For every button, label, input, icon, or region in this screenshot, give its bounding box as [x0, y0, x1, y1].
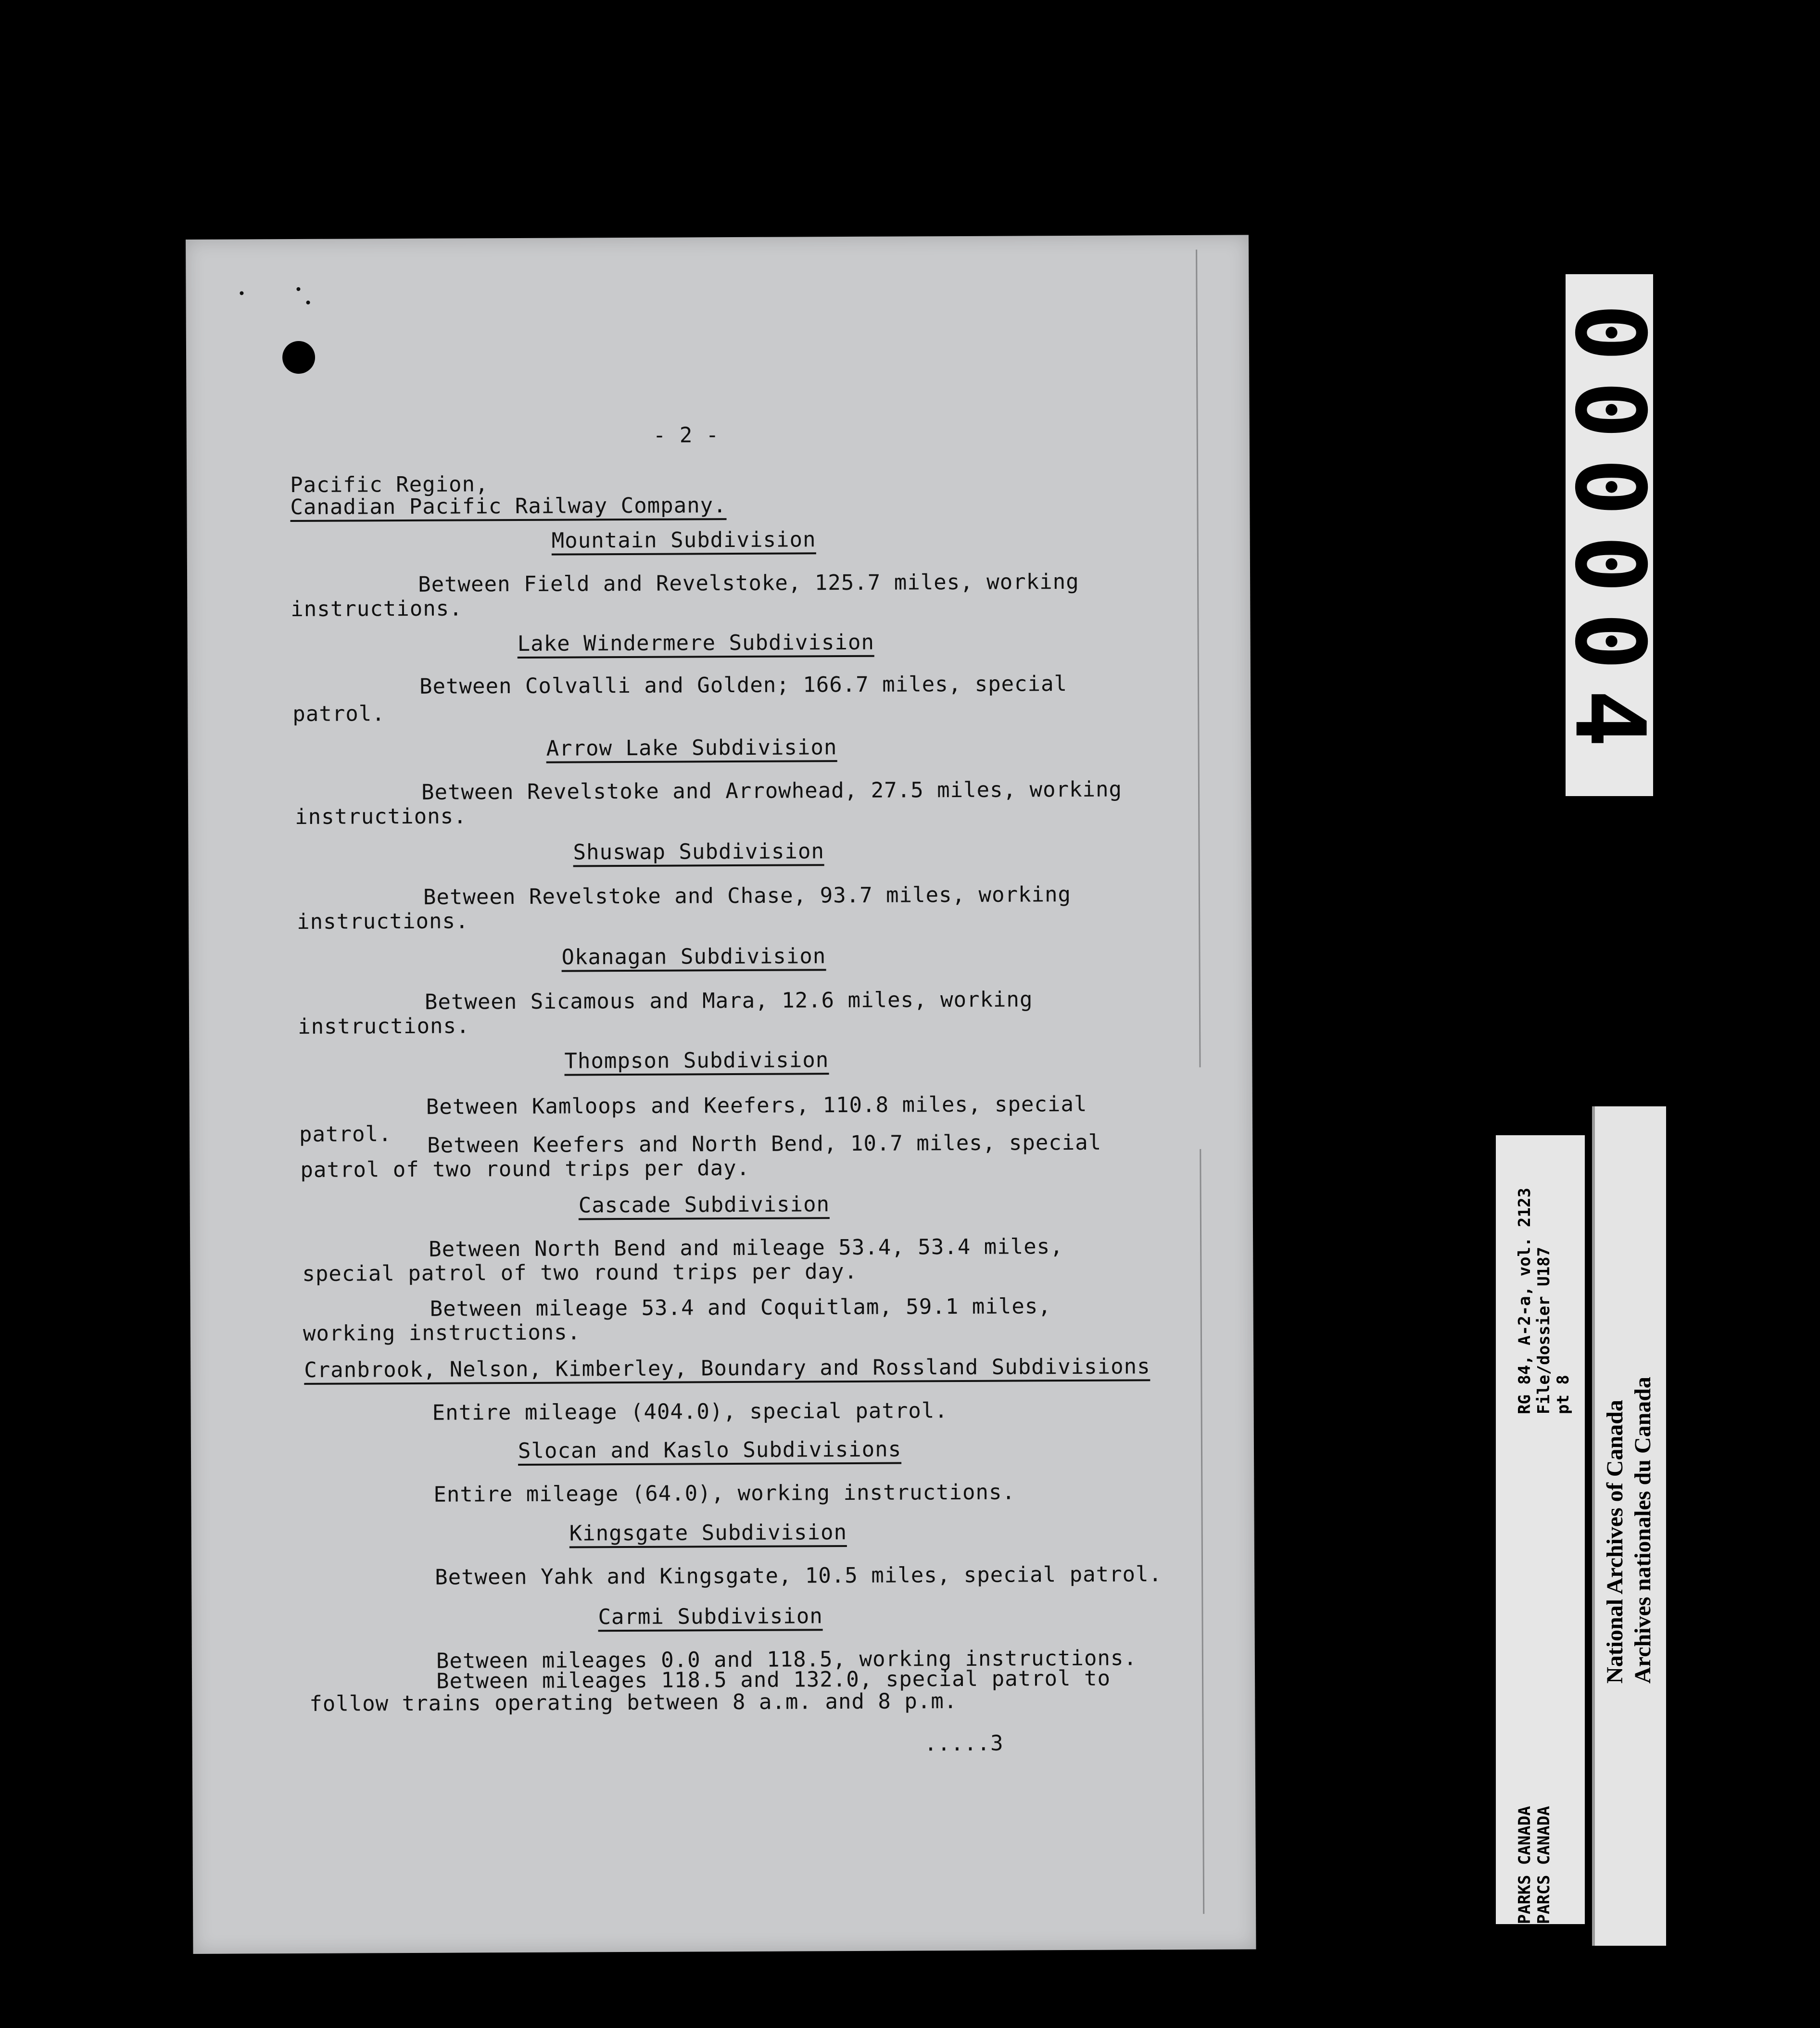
section-heading: Thompson Subdivision — [564, 1050, 829, 1076]
reference-line: RG 84, A-2-a, vol. 2123 — [1515, 1188, 1534, 1414]
parcs-canada-text: PARCS CANADA — [1534, 1806, 1554, 1924]
addressee-line: Pacific Region, — [290, 472, 489, 498]
speck — [306, 301, 310, 304]
section-heading: Slocan and Kaslo Subdivisions — [518, 1439, 901, 1466]
body-line: Between Colvalli and Golden; 166.7 miles, special — [419, 672, 1068, 699]
frame-number-label — [1553, 274, 1666, 796]
body-line: Between North Bend and mileage 53.4, 53.4 miles, — [429, 1234, 1063, 1262]
fold-line — [1196, 250, 1201, 1067]
body-line: working instructions. — [303, 1320, 581, 1346]
section-heading: Cranbrook, Nelson, Kimberley, Boundary and Rossland Subdivisions — [304, 1356, 1150, 1385]
typed-document-page — [186, 235, 1256, 1954]
body-line: Between mileage 53.4 and Coquitlam, 59.1 miles, — [430, 1294, 1051, 1321]
body-line: Between mileages 0.0 and 118.5, working instructions. — [436, 1646, 1137, 1673]
body-line: Between Yahk and Kingsgate, 10.5 miles, special patrol. — [435, 1562, 1163, 1590]
body-line: patrol. — [299, 1122, 392, 1147]
body-line: instructions. — [297, 909, 469, 935]
body-line: instructions. — [295, 804, 467, 830]
fold-line — [1200, 1149, 1204, 1914]
archives-name-en: National Archives of Canada — [1602, 1400, 1628, 1684]
reference-line: pt 8 — [1554, 1375, 1573, 1414]
body-line: Between Sicamous and Mara, 12.6 miles, working — [424, 987, 1033, 1014]
reference-line: File/dossier U187 — [1534, 1247, 1554, 1414]
section-heading: Kingsgate Subdivision — [569, 1522, 847, 1548]
body-line: Entire mileage (404.0), special patrol. — [432, 1398, 948, 1425]
section-heading: Shuswap Subdivision — [573, 841, 824, 867]
continuation-marker: .....3 — [924, 1731, 1004, 1756]
body-line: patrol of two round trips per day. — [300, 1155, 750, 1182]
speck — [296, 287, 300, 291]
body-line: Entire mileage (64.0), working instructions. — [433, 1480, 1016, 1507]
national-archives-label — [1592, 1106, 1666, 1946]
body-line: special patrol of two round trips per day. — [302, 1259, 858, 1286]
page-number: - 2 - — [653, 423, 720, 448]
section-heading: Cascade Subdivision — [579, 1194, 830, 1220]
parks-canada-text: PARKS CANADA — [1515, 1806, 1534, 1924]
body-line: instructions. — [298, 1014, 470, 1039]
body-line: Between Revelstoke and Arrowhead, 27.5 miles, working — [421, 777, 1123, 805]
speck — [240, 291, 243, 295]
section-heading: Mountain Subdivision — [552, 529, 816, 555]
body-line: Between Kamloops and Keefers, 110.8 miles, special — [426, 1091, 1087, 1119]
body-line: instructions. — [291, 596, 463, 622]
body-line: Between mileages 118.5 and 132.0, special patrol to — [436, 1666, 1111, 1694]
body-line: Between Revelstoke and Chase, 93.7 miles, working — [423, 882, 1072, 910]
punch-hole — [282, 341, 315, 374]
archive-reference-label — [1496, 1135, 1585, 1924]
archives-name-fr: Archives nationales du Canada — [1630, 1377, 1656, 1684]
section-heading: Lake Windermere Subdivision — [518, 632, 874, 659]
frame-number: 000004 — [1553, 304, 1666, 767]
body-line: patrol. — [292, 701, 385, 727]
section-heading: Arrow Lake Subdivision — [546, 737, 837, 763]
body-line: follow trains operating between 8 a.m. and 8 p.m. — [309, 1689, 958, 1716]
section-heading: Okanagan Subdivision — [561, 946, 826, 972]
body-line: Between Keefers and North Bend, 10.7 miles, special — [427, 1130, 1102, 1158]
body-line: Between Field and Revelstoke, 125.7 miles, working — [418, 569, 1079, 597]
addressee-company: Canadian Pacific Railway Company. — [290, 495, 726, 522]
section-heading: Carmi Subdivision — [598, 1606, 823, 1632]
